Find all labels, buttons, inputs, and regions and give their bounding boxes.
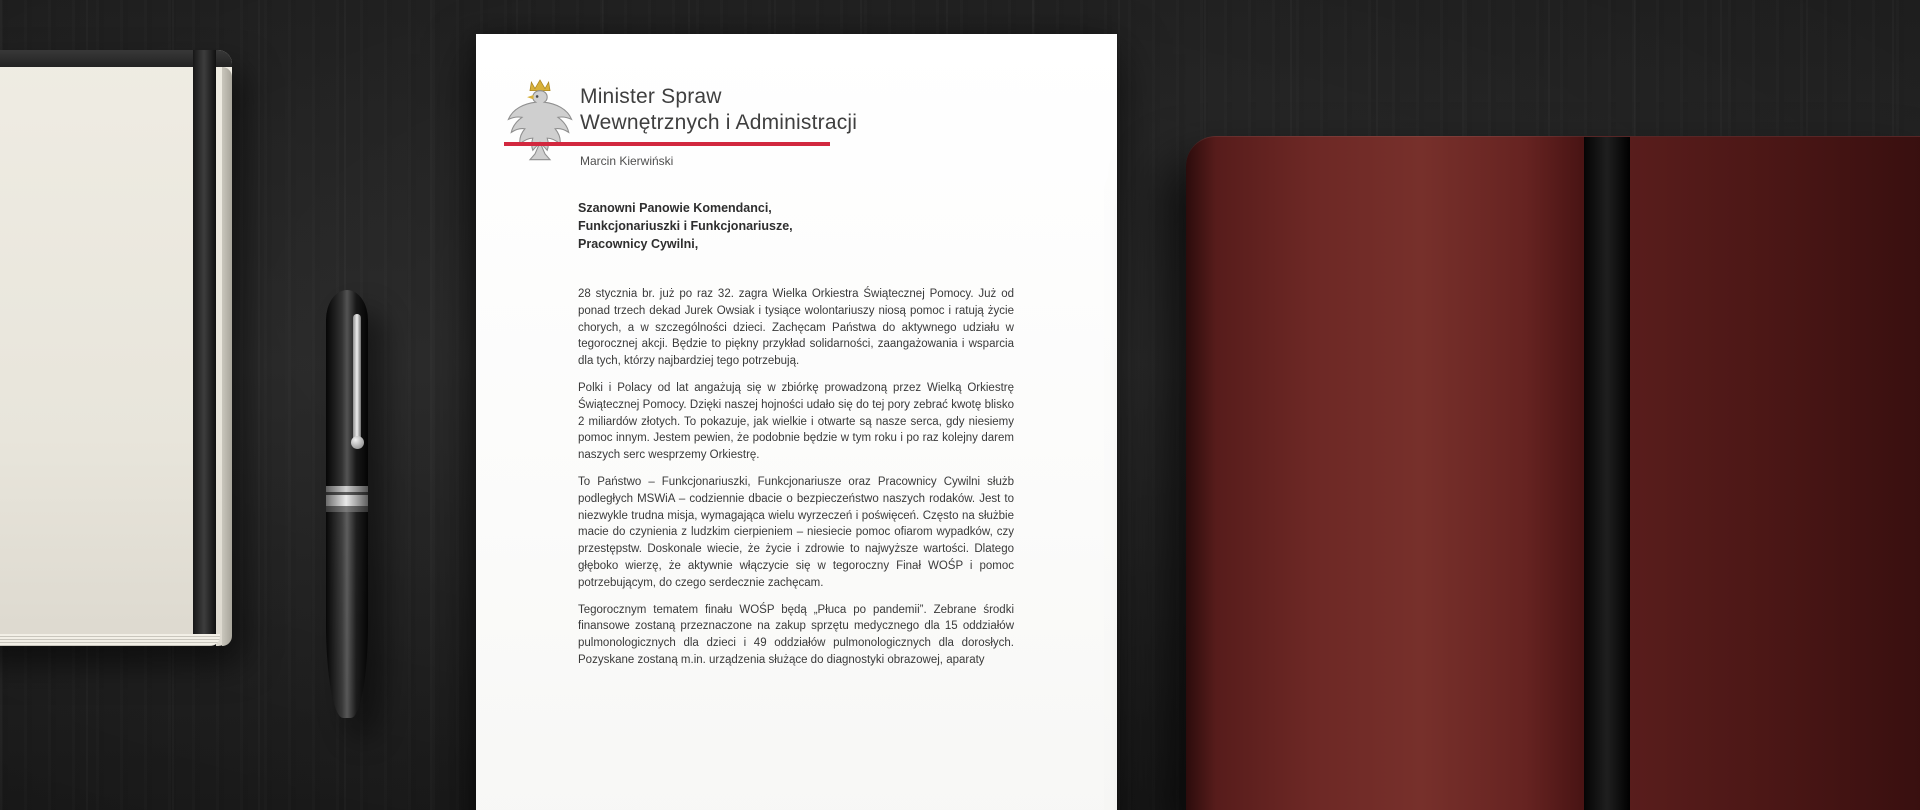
ministry-title — [580, 84, 857, 136]
ministry-title-line1: Minister Spraw — [580, 85, 722, 108]
pen-clip — [353, 314, 361, 442]
coat-of-arms-eagle-icon — [504, 72, 576, 164]
notebook-elastic-band — [193, 50, 216, 646]
salutation-line: Pracownicy Cywilni, — [578, 237, 699, 251]
paragraph: To Państwo – Funkcjonariuszki, Funkcjonariusze oraz Pracownicy Cywilni służb podległych MSWiA – codziennie dbacie o bezpieczeństwo naszych rodaków. Jest to niezwykle trudna misja, wymagająca wielu wyrzeczeń i poświęceń. Często na służbie macie do czynienia z ludzkim cierpieniem – niesiecie pomoc ofiarom wypadków, czy przestępstw. Doskonale wiecie, że życie i zdrowie to najwyższe wartości. Dlatego głęboko wierzę, że aktywnie włączycie się w tegoroczny Finał WOŚP i pomoc potrzebującym, do czego serdecznie zachęcam. — [578, 475, 1014, 589]
letter-body — [578, 286, 1014, 679]
maroon-folder — [1186, 136, 1920, 810]
accent-divider — [504, 142, 830, 146]
ministry-title-line2: Wewnętrznych i Administracji — [580, 111, 858, 134]
notebook — [0, 50, 232, 646]
pen-center-band — [326, 486, 368, 512]
paragraph: Polki i Polacy od lat angażują się w zbiórkę prowadzoną przez Wielką Orkiestrę Świątecznej Pomocy. Dzięki naszej hojności udało się do tej pory zebrać kwotę blisko 2 miliardów złotych. To pokazuje, jak wielkie i otwarte są nasze serca, gdy niesiemy pomoc innym. Jestem pewien, że podobnie będzie w tym roku i po raz kolejny darem naszych serc wesprzemy Orkiestrę. — [578, 381, 1014, 462]
salutation-line: Szanowni Panowie Komendanci, — [578, 201, 772, 215]
folder-strap — [1584, 137, 1630, 810]
letter-document — [476, 34, 1117, 810]
notebook-page-stack — [0, 634, 220, 646]
salutation — [578, 199, 793, 253]
paragraph: Tegorocznym tematem finału WOŚP będą „Płuca po pandemii”. Zebrane środki finansowe zostaną przeznaczone na zakup sprzętu medycznego dla 15 oddziałów pulmonologicznych dla dzieci i 49 oddziałów pulmonologicznych dla dorosłych. Pozyskane zostaną m.in. urządzenia służące do diagnostyki obrazowej, aparaty — [578, 603, 1014, 666]
paragraph: 28 stycznia br. już po raz 32. zagra Wielka Orkiestra Świątecznej Pomocy. Już od ponad trzech dekad Jurek Owsiak i tysiące wolontariuszy niosą pomoc i ratują życie chorych, a w szczególności dzieci. Zachęcam Państwa do aktywnego udziału w tegorocznej akcji. Będzie to piękny przykład solidarności, zaangażowania i wsparcia dla tych, którzy najbardziej tego potrzebują. — [578, 288, 1014, 368]
salutation-line: Funkcjonariuszki i Funkcjonariusze, — [578, 219, 793, 233]
notebook-page-edge — [222, 67, 232, 646]
signatory-name: Marcin Kierwiński — [580, 154, 674, 168]
fountain-pen — [326, 290, 368, 718]
folder-right-panel — [1630, 137, 1920, 810]
